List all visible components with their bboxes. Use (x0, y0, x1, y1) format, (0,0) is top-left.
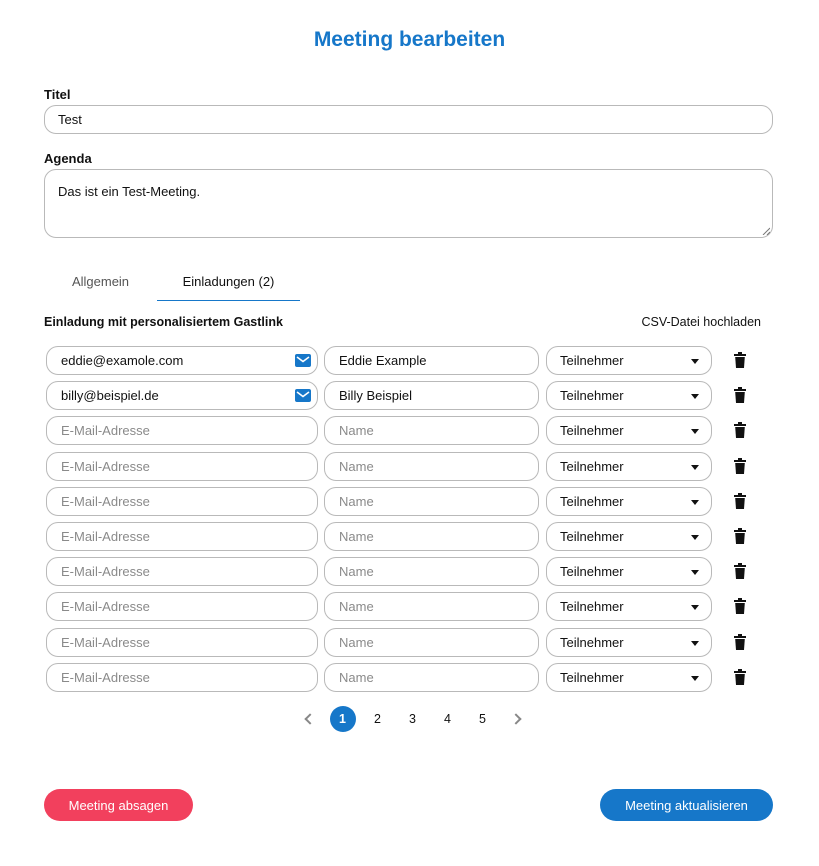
invite-email-input[interactable] (46, 346, 318, 375)
page-number: 1 (330, 706, 356, 732)
caret-down-icon (691, 535, 699, 540)
invite-name-input[interactable] (324, 487, 539, 516)
mail-icon (295, 389, 311, 402)
invite-row (46, 628, 766, 663)
invite-role-value: Teilnehmer (560, 528, 624, 544)
mail-icon (295, 354, 311, 367)
caret-down-icon (691, 641, 699, 646)
invite-row (46, 592, 766, 627)
invite-role-value: Teilnehmer (560, 599, 624, 615)
invite-email-input[interactable] (46, 592, 318, 621)
invite-name-value: Name (339, 564, 374, 580)
csv-upload-link[interactable]: CSV-Datei hochladen (641, 315, 761, 329)
resize-grip-icon[interactable] (762, 227, 770, 235)
invite-email-value: billy@beispiel.de (61, 388, 159, 404)
invite-role-value: Teilnehmer (560, 388, 624, 404)
title-input-value: Test (58, 112, 82, 127)
page-2[interactable]: 2 (374, 712, 381, 726)
page-3[interactable]: 3 (409, 712, 416, 726)
invite-name-input[interactable] (324, 416, 539, 445)
invite-email-input[interactable] (46, 557, 318, 586)
invite-email-input[interactable] (46, 487, 318, 516)
trash-icon[interactable] (734, 352, 746, 368)
invite-name-value: Name (339, 528, 374, 544)
invite-email-input[interactable] (46, 522, 318, 551)
invite-row (46, 381, 766, 416)
invite-role-value: Teilnehmer (560, 458, 624, 474)
invite-role-select[interactable] (546, 663, 712, 692)
invite-role-select[interactable] (546, 452, 712, 481)
invite-list (46, 346, 766, 698)
invite-email-value: E-Mail-Adresse (61, 493, 150, 509)
invite-name-input[interactable] (324, 663, 539, 692)
trash-icon[interactable] (734, 458, 746, 474)
cancel-meeting-button[interactable]: Meeting absagen (44, 789, 193, 821)
invite-role-select[interactable] (546, 416, 712, 445)
invite-name-value: Name (339, 458, 374, 474)
invite-email-input[interactable] (46, 628, 318, 657)
invite-email-value: E-Mail-Adresse (61, 423, 150, 439)
invite-email-value: E-Mail-Adresse (61, 564, 150, 580)
invite-email-value: eddie@examole.com (61, 353, 184, 368)
invite-row (46, 416, 766, 451)
invite-role-select[interactable] (546, 592, 712, 621)
trash-icon[interactable] (734, 422, 746, 438)
agenda-label: Agenda (44, 151, 92, 166)
invite-role-select[interactable] (546, 487, 712, 516)
tab-bar (44, 262, 300, 302)
trash-icon[interactable] (734, 669, 746, 685)
invite-name-input[interactable] (324, 557, 539, 586)
trash-icon[interactable] (734, 634, 746, 650)
invite-role-select[interactable] (546, 522, 712, 551)
invite-row (46, 557, 766, 592)
invite-email-input[interactable] (46, 452, 318, 481)
invite-name-value: Name (339, 669, 374, 685)
invite-name-value: Name (339, 493, 374, 509)
caret-down-icon (691, 500, 699, 505)
invite-role-value: Teilnehmer (560, 564, 624, 580)
tab-general[interactable]: Allgemein (71, 274, 130, 289)
caret-down-icon (691, 359, 699, 364)
trash-icon[interactable] (734, 493, 746, 509)
trash-icon[interactable] (734, 563, 746, 579)
invite-role-value: Teilnehmer (560, 353, 624, 368)
invite-name-input[interactable] (324, 628, 539, 657)
caret-down-icon (691, 605, 699, 610)
invite-name-input[interactable] (324, 452, 539, 481)
invite-email-input[interactable] (46, 416, 318, 445)
invite-role-value: Teilnehmer (560, 493, 624, 509)
caret-down-icon (691, 394, 699, 399)
invite-name-input[interactable] (324, 522, 539, 551)
trash-icon[interactable] (734, 598, 746, 614)
next-page-button[interactable] (500, 706, 535, 732)
invite-name-input[interactable] (324, 346, 539, 375)
invite-email-value: E-Mail-Adresse (61, 599, 150, 615)
invite-role-select[interactable] (546, 628, 712, 657)
prev-page-button[interactable] (290, 706, 325, 732)
invite-email-value: E-Mail-Adresse (61, 528, 150, 544)
invite-name-input[interactable] (324, 381, 539, 410)
invite-name-value: Billy Beispiel (339, 388, 412, 404)
invite-row (46, 522, 766, 557)
invite-role-select[interactable] (546, 381, 712, 410)
invite-email-value: E-Mail-Adresse (61, 458, 150, 474)
invite-name-value: Name (339, 634, 374, 650)
invite-role-value: Teilnehmer (560, 669, 624, 685)
invite-role-value: Teilnehmer (560, 634, 624, 650)
update-meeting-button[interactable]: Meeting aktualisieren (600, 789, 773, 821)
tab-invitations[interactable]: Einladungen (2) (157, 262, 300, 301)
page-1[interactable] (325, 706, 360, 732)
invite-role-select[interactable] (546, 557, 712, 586)
invite-name-value: Eddie Example (339, 353, 427, 368)
page-5[interactable]: 5 (479, 712, 486, 726)
trash-icon[interactable] (734, 528, 746, 544)
pagination (290, 706, 535, 732)
title-input[interactable] (44, 105, 773, 134)
invite-email-input[interactable] (46, 381, 318, 410)
invite-email-value: E-Mail-Adresse (61, 634, 150, 650)
caret-down-icon (691, 429, 699, 434)
invite-row (46, 346, 766, 381)
trash-icon[interactable] (734, 387, 746, 403)
page-title: Meeting bearbeiten (313, 28, 506, 51)
invite-role-value: Teilnehmer (560, 423, 624, 439)
caret-down-icon (691, 465, 699, 470)
invite-row (46, 663, 766, 698)
chevron-left-icon (304, 713, 315, 724)
page-4[interactable]: 4 (444, 712, 451, 726)
invite-role-select[interactable] (546, 346, 712, 375)
invite-name-input[interactable] (324, 592, 539, 621)
invite-section-label: Einladung mit personalisiertem Gastlink (44, 315, 283, 329)
invite-row (46, 452, 766, 487)
caret-down-icon (691, 570, 699, 575)
caret-down-icon (691, 676, 699, 681)
title-label: Titel (44, 87, 71, 102)
invite-name-value: Name (339, 599, 374, 615)
invite-row (46, 487, 766, 522)
invite-email-value: E-Mail-Adresse (61, 669, 150, 685)
agenda-textarea[interactable] (44, 169, 773, 238)
invite-email-input[interactable] (46, 663, 318, 692)
agenda-textarea-value: Das ist ein Test-Meeting. (58, 184, 201, 199)
chevron-right-icon (510, 713, 521, 724)
invite-name-value: Name (339, 423, 374, 439)
